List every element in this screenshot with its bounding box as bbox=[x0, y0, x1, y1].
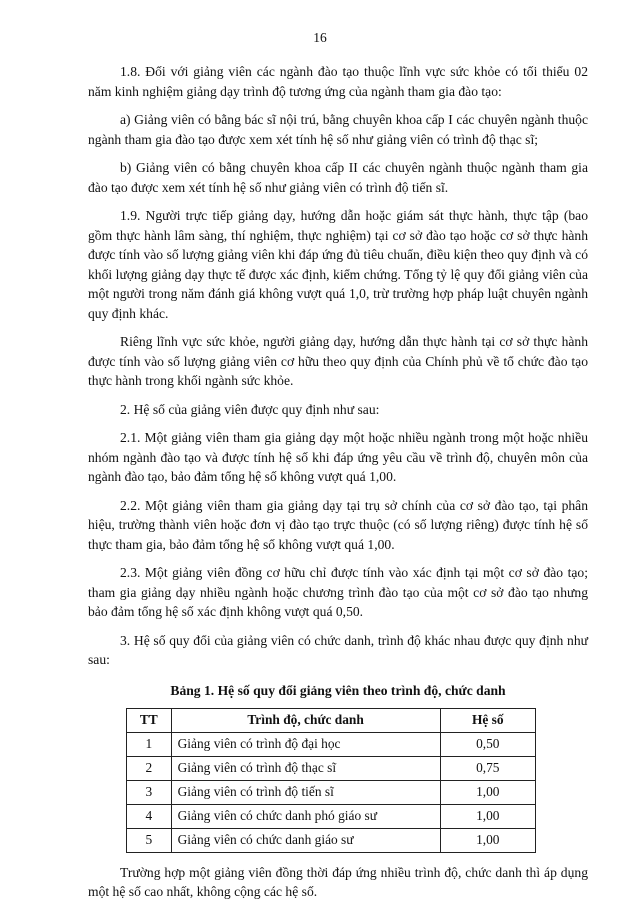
cell-coefficient: 1,00 bbox=[440, 804, 535, 828]
paragraph: Riêng lĩnh vực sức khỏe, người giảng dạy, hướng dẫn thực hành tại cơ sở thực hành được tính vào số lượng giảng viên cơ hữu theo quy định của Chính phủ về tổ chức đào tạo thực hành trong khối ngành sức khỏe. bbox=[88, 334, 588, 388]
coefficient-table bbox=[126, 708, 536, 853]
page-number: 16 bbox=[313, 30, 327, 45]
cell-coefficient: 0,50 bbox=[440, 732, 535, 756]
paragraph: Trường hợp một giảng viên đồng thời đáp ứng nhiều trình độ, chức danh thì áp dụng một hệ số cao nhất, không cộng các hệ số. bbox=[88, 864, 588, 899]
paragraph: a) Giảng viên có bằng bác sĩ nội trú, bằng chuyên khoa cấp I các chuyên ngành thuộc ngành tham gia đào tạo được xem xét tính hệ số như giảng viên có trình độ thạc sĩ; bbox=[88, 112, 588, 147]
cell-name: Giảng viên có chức danh phó giáo sư bbox=[171, 804, 440, 828]
table-row bbox=[127, 732, 536, 756]
table-caption: Bảng 1. Hệ số quy đổi giảng viên theo trình độ, chức danh bbox=[170, 682, 506, 698]
column-header-coefficient: Hệ số bbox=[440, 708, 535, 732]
paragraph: 2.1. Một giảng viên tham gia giảng dạy một hoặc nhiều ngành trong một hoặc nhiều nhóm ngành đào tạo và được tính hệ số khi đáp ứng yêu cầu về trình độ, chuyên môn của ngành đào tạo, bảo đảm tổng hệ số không vượt quá 1,00. bbox=[88, 430, 588, 484]
cell-coefficient: 1,00 bbox=[440, 828, 535, 852]
cell-tt: 5 bbox=[127, 828, 172, 852]
table-row bbox=[127, 828, 536, 852]
paragraph: 2.3. Một giảng viên đồng cơ hữu chỉ được tính vào xác định tại một cơ sở đào tạo; tham gia giảng dạy nhiều ngành hoặc chương trình đào tạo của một cơ sở đào tạo nhưng bảo đảm tổng hệ số xác định không vượt quá 0,50. bbox=[88, 565, 588, 619]
cell-tt: 3 bbox=[127, 780, 172, 804]
paragraph: 2. Hệ số của giảng viên được quy định như sau: bbox=[120, 401, 380, 417]
table-row bbox=[127, 780, 536, 804]
cell-coefficient: 1,00 bbox=[440, 780, 535, 804]
table-row bbox=[127, 756, 536, 780]
cell-name: Giảng viên có trình độ thạc sĩ bbox=[171, 756, 440, 780]
paragraph: b) Giảng viên có bằng chuyên khoa cấp II các chuyên ngành thuộc ngành tham gia đào tạo được xem xét tính hệ số như giảng viên có trình độ tiến sĩ. bbox=[88, 160, 588, 195]
column-header-tt: TT bbox=[127, 708, 172, 732]
cell-name: Giảng viên có trình độ đại học bbox=[171, 732, 440, 756]
column-header-name: Trình độ, chức danh bbox=[171, 708, 440, 732]
paragraph: 1.9. Người trực tiếp giảng dạy, hướng dẫn hoặc giám sát thực hành, thực tập (bao gồm thực hành lâm sàng, thí nghiệm, thực nghiệm) tại cơ sở đào tạo hoặc cơ sở thực hành được tính vào số lượng giảng viên khi đáp ứng đủ tiêu chuẩn, điều kiện theo quy định và có khối lượng giảng dạy thực tế được xác định, kiểm chứng. Tổng tỷ lệ quy đổi giảng viên của một người trong năm đánh giá không vượt quá 1,0, trừ trường hợp pháp luật chuyên ngành quy định khác. bbox=[88, 208, 588, 321]
cell-tt: 4 bbox=[127, 804, 172, 828]
cell-tt: 2 bbox=[127, 756, 172, 780]
paragraph: 3. Hệ số quy đổi của giảng viên có chức danh, trình độ khác nhau được quy định như sau: bbox=[88, 632, 588, 667]
cell-coefficient: 0,75 bbox=[440, 756, 535, 780]
cell-tt: 1 bbox=[127, 732, 172, 756]
cell-name: Giảng viên có trình độ tiến sĩ bbox=[171, 780, 440, 804]
document-body bbox=[88, 62, 588, 911]
cell-name: Giảng viên có chức danh giáo sư bbox=[171, 828, 440, 852]
paragraph: 1.8. Đối với giảng viên các ngành đào tạo thuộc lĩnh vực sức khỏe có tối thiểu 02 năm kinh nghiệm giảng dạy trình độ tương ứng của ngành tham gia đào tạo: bbox=[88, 64, 588, 99]
table-row bbox=[127, 804, 536, 828]
paragraph: 2.2. Một giảng viên tham gia giảng dạy tại trụ sở chính của cơ sở đào tạo, tại phân hiệu, trường thành viên hoặc đơn vị đào tạo trực thuộc (có số lượng riêng) được tính hệ số thực tham gia, bảo đảm tổng hệ số không vượt quá 1,00. bbox=[88, 497, 588, 552]
table-header-row bbox=[127, 708, 536, 732]
